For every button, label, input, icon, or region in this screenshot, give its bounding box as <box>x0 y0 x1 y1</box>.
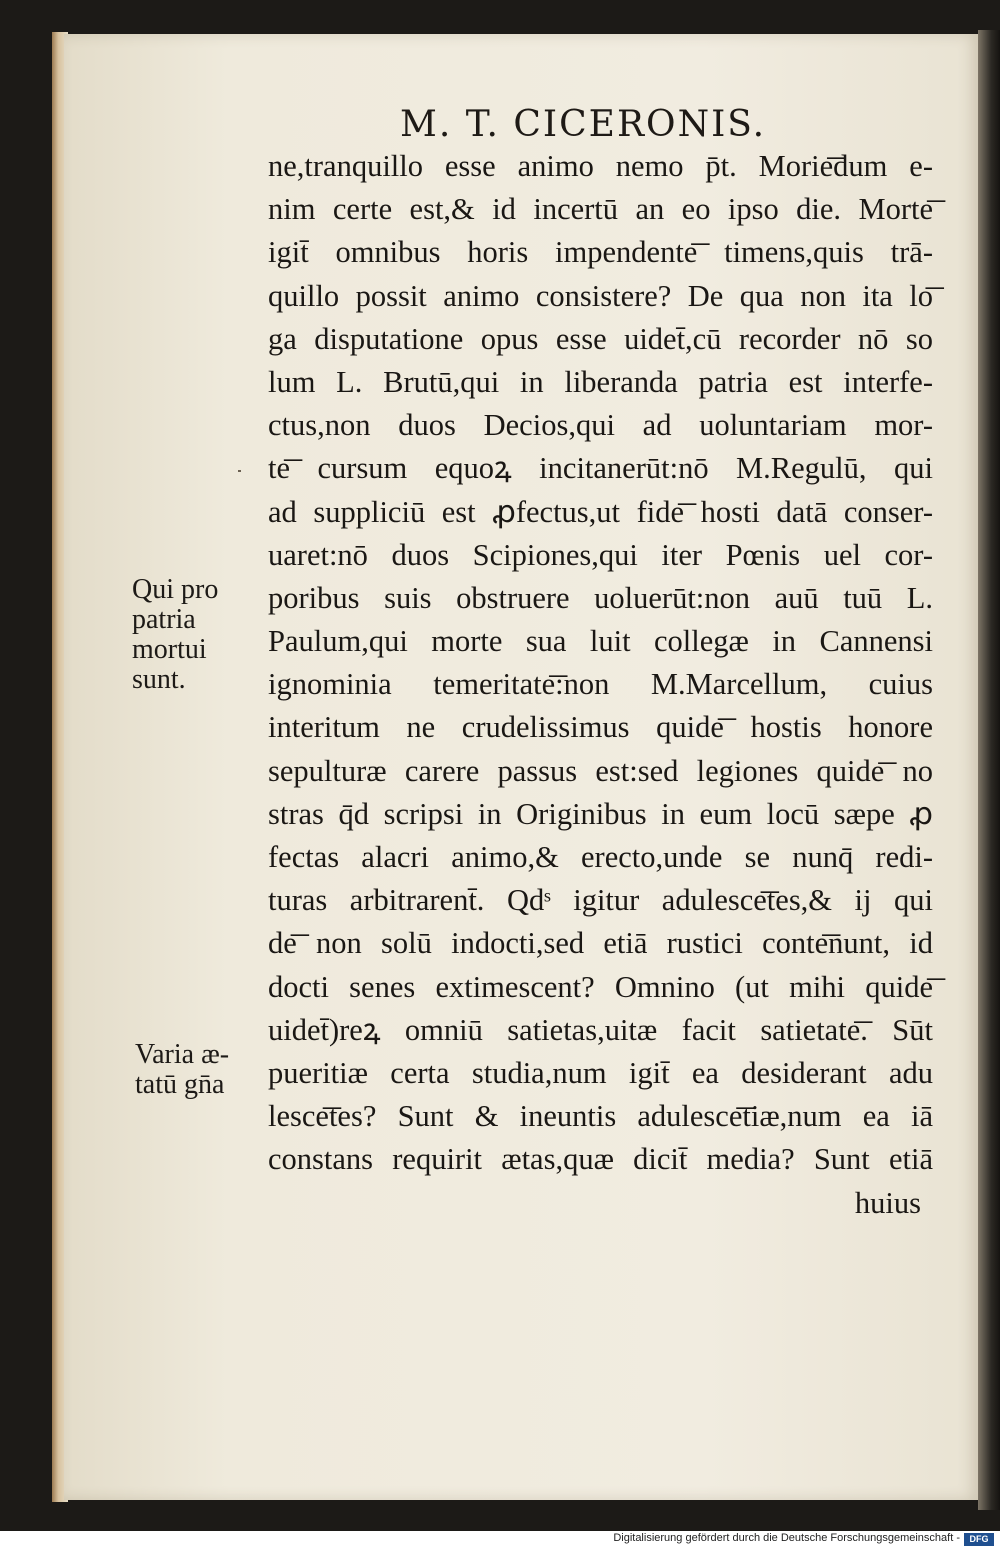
text-line: ctus,non duos Decios,qui ad uoluntariam mor- <box>268 408 933 443</box>
text-line: nim certe est,& id incertū an eo ipso die. Morte͞ <box>268 192 933 227</box>
text-line: turas arbitrarent̄. Qdˢ igitur adulesce͞tes,& ij qui <box>268 883 933 918</box>
text-line: Paulum,qui morte sua luit collegæ in Cannensi <box>268 624 933 659</box>
text-line: lum L. Brutū,qui in liberanda patria est interfe- <box>268 364 933 399</box>
dfg-logo: DFG <box>964 1533 994 1546</box>
text-line: igit̄ omnibus horis impendente͞ timens,quis trā- <box>268 235 933 270</box>
text-line: ne,tranquillo esse animo nemo p̄t. Morie͞dum e- <box>268 149 933 183</box>
marginal-note <box>132 575 218 695</box>
body-text <box>268 145 933 1225</box>
text-line: de͞ non solū indocti,sed etiā rustici conte͞nunt, id <box>268 926 933 961</box>
text-line: interitum ne crudelissimus quide͞ hostis honore <box>268 710 933 745</box>
marginal-note <box>135 1040 229 1100</box>
text-line: quillo possit animo consistere? De qua non ita lo͞ <box>268 278 933 313</box>
text-line: uidet̄)reꝝ omniū satietas,uitæ facit satietate͞. Sūt <box>268 1012 933 1047</box>
text-line: ignominia temeritate͞:non M.Marcellum, cuius <box>268 667 933 702</box>
marginal-note-line: tatū gn̄a <box>135 1069 225 1100</box>
text-line: pueritiæ certa studia,num igit̄ ea desiderant adu <box>268 1055 933 1090</box>
text-line: uaret:nō duos Scipiones,qui iter Pœnis uel cor- <box>268 537 933 572</box>
running-header: M. T. CICERONIS. <box>400 104 767 145</box>
text-line: lesce͞tes? Sunt & ineuntis adulesce͞tiæ,num ea iā <box>268 1099 933 1134</box>
text-line: stras q̄d scripsi in Originibus in eum locū sæpe ꝓ <box>268 796 933 831</box>
book-spine-edge <box>978 30 1000 1510</box>
text-line: fectas alacri animo,& erecto,unde se nunq̄ redi- <box>268 840 933 874</box>
catchword: huius <box>854 1185 921 1220</box>
text-line: docti senes extimescent? Omnino (ut mihi quide͞ <box>268 969 933 1004</box>
text-line: constans requirit ætas,quæ dicit̄ media? Sunt etiā <box>268 1142 933 1177</box>
marginal-note-line: patria <box>132 604 196 635</box>
marginal-note-line: sunt. <box>132 664 186 695</box>
footer-credit: Digitalisierung gefördert durch die Deutsche Forschungsgemeinschaft - <box>613 1532 960 1544</box>
text-line: ad suppliciū est ꝓfectus,ut fide͞ hosti datā conser- <box>268 494 933 529</box>
text-line: sepulturæ carere passus est:sed legiones quide͞ no <box>268 753 933 788</box>
marginal-note-line: mortui <box>132 634 207 665</box>
footer-bar <box>0 1531 1000 1549</box>
ink-speck <box>238 470 241 472</box>
text-line: ga disputatione opus esse uidet̄,cū recorder nō so <box>268 321 933 356</box>
marginal-note-line: Varia æ- <box>135 1039 230 1070</box>
text-line: te͞ cursum equoꝝ incitanerūt:nō M.Regulū, qui <box>268 451 933 486</box>
marginal-note-line: Qui pro <box>132 574 219 605</box>
text-line: poribus suis obstruere uoluerūt:non auū tuū L. <box>268 580 933 615</box>
